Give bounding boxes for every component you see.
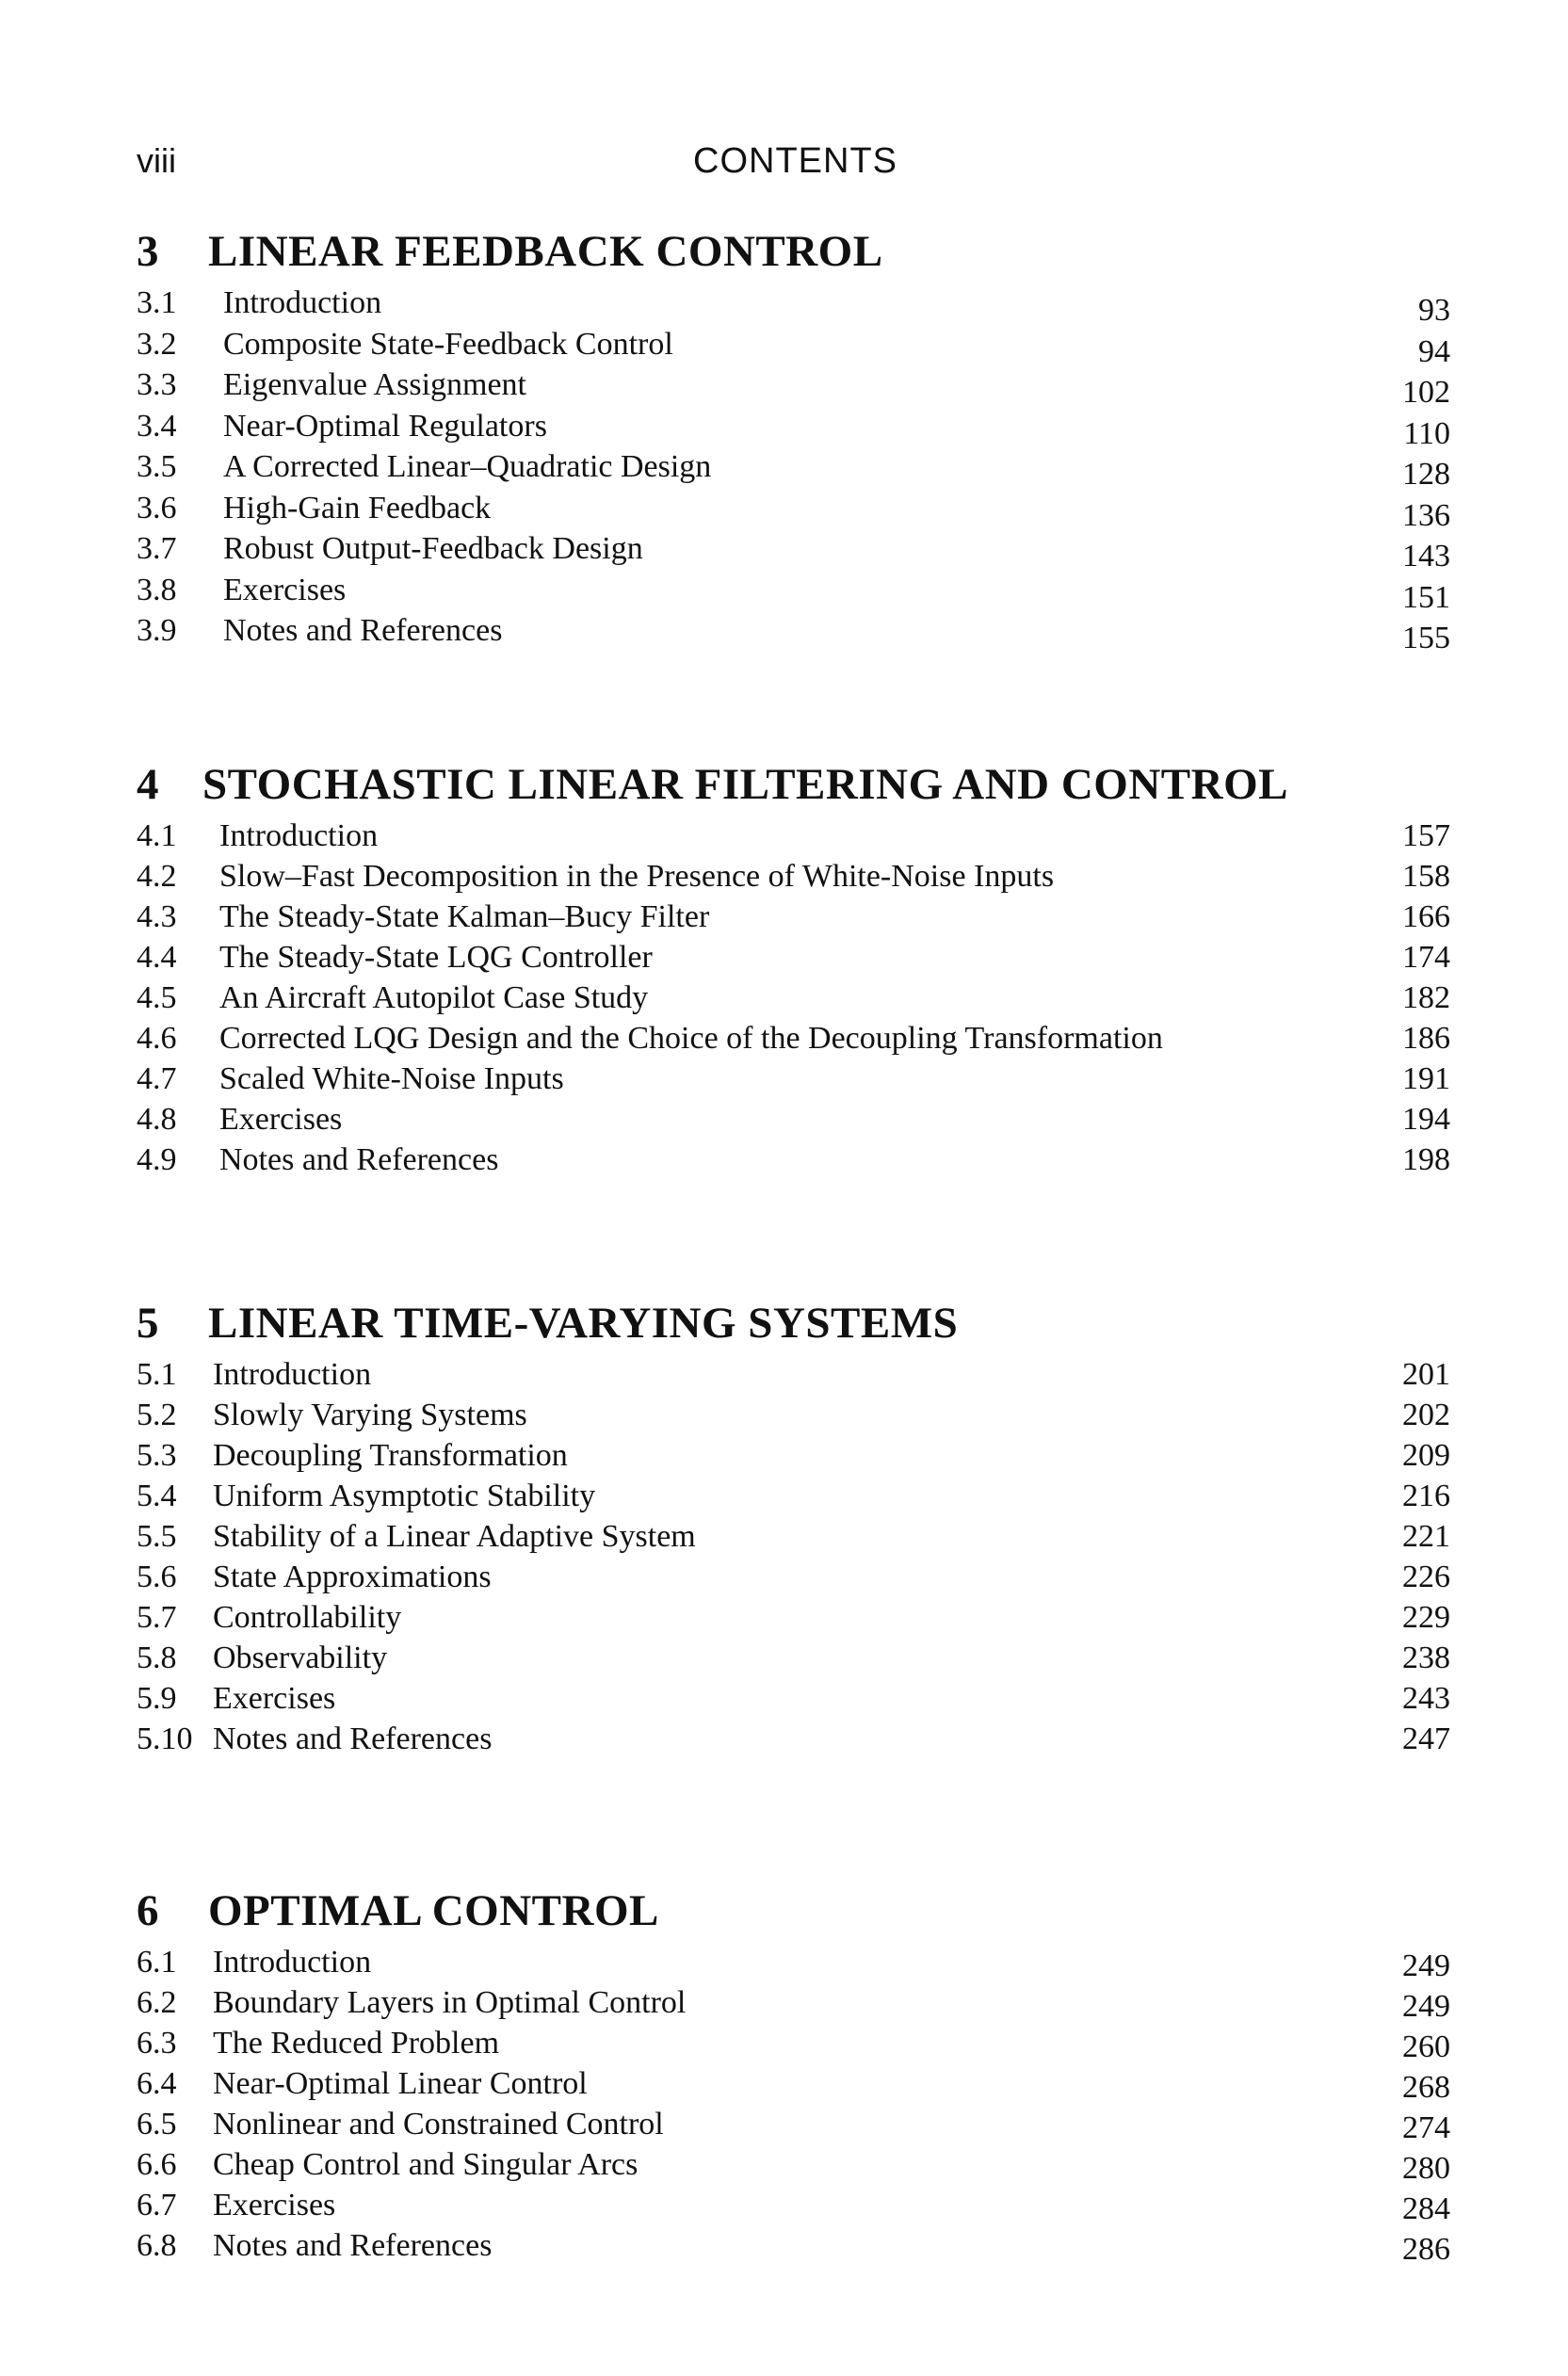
page-folio: viii [137,141,176,180]
section-number: 5.4 [137,1479,177,1513]
section-page: 260 [1402,2029,1450,2064]
section-number: 3.6 [137,490,177,525]
section-page: 93 [1418,293,1450,328]
section-number: 3.5 [137,449,177,484]
section-number: 5.2 [137,1398,177,1432]
section-number: 6.4 [137,2066,177,2101]
section-page: 284 [1402,2191,1450,2226]
section-title: An Aircraft Autopilot Case Study [219,980,649,1015]
section-title: Cheap Control and Singular Arcs [213,2147,639,2182]
toc-entry [137,1719,1450,1759]
section-list [137,1354,1450,1759]
section-page: 198 [1402,1142,1450,1177]
section-title: Near-Optimal Linear Control [213,2066,588,2101]
toc-entry [137,2063,1450,2104]
section-page: 216 [1402,1479,1450,1513]
toc-entry [137,1678,1450,1719]
chapter-title: LINEAR TIME-VARYING SYSTEMS [208,1299,959,1348]
section-page: 102 [1402,375,1450,410]
section-page: 110 [1403,415,1450,451]
section-title: Stability of a Linear Adaptive System [213,1519,696,1554]
section-number: 5.5 [137,1519,177,1554]
section-title: Exercises [213,2188,336,2222]
chapter-3 [137,220,1450,655]
running-head [0,141,1568,188]
section-title: Nonlinear and Constrained Control [213,2107,664,2142]
section-title: Notes and References [223,613,503,648]
section-page: 136 [1402,497,1450,533]
section-title: Notes and References [219,1142,499,1177]
section-title: The Steady-State Kalman–Bucy Filter [219,899,710,934]
section-title: Scaled White-Noise Inputs [219,1061,564,1096]
chapter-heading [137,1292,1450,1354]
section-title: Exercises [223,572,347,607]
toc-entry [137,2023,1450,2063]
section-page: 280 [1402,2151,1450,2186]
toc-entry [137,1516,1450,1557]
section-number: 5.8 [137,1641,177,1675]
section-title: Composite State-Feedback Control [223,326,673,362]
chapter-heading [137,1880,1450,1942]
section-number: 5.9 [137,1681,177,1716]
section-number: 3.8 [137,572,177,607]
section-page: 166 [1402,899,1450,934]
section-title: Observability [213,1641,388,1675]
section-list [137,283,1450,655]
section-page: 238 [1402,1641,1450,1675]
section-number: 4.5 [137,980,177,1015]
section-number: 4.3 [137,899,177,934]
section-title: Robust Output-Feedback Design [223,531,643,566]
toc-entry [137,2185,1450,2225]
toc-entry [137,1140,1450,1180]
section-title: Exercises [219,1102,343,1137]
toc-entry [137,856,1450,897]
section-title: State Approximations [213,1560,492,1594]
section-number: 6.1 [137,1945,177,1980]
section-title: High-Gain Feedback [223,490,492,525]
toc-entry [137,1982,1450,2023]
chapter-heading [137,220,1450,283]
chapter-heading [137,753,1450,816]
toc-entry [137,897,1450,937]
toc-entry [137,364,1450,410]
chapter-title: OPTIMAL CONTROL [208,1886,659,1935]
section-page: 174 [1402,940,1450,975]
section-number: 3.3 [137,367,177,402]
section-page: 194 [1402,1102,1450,1137]
toc-entry [137,446,1450,492]
section-number: 6.8 [137,2228,177,2263]
section-page: 201 [1402,1357,1450,1392]
toc-entry [137,978,1450,1018]
section-number: 4.8 [137,1102,177,1137]
toc-entry [137,1354,1450,1395]
section-page: 243 [1402,1681,1450,1716]
section-list [137,1942,1450,2266]
section-title: A Corrected Linear–Quadratic Design [223,449,712,484]
section-number: 4.1 [137,818,177,853]
toc-entry [137,1557,1450,1597]
toc-entry [137,1597,1450,1638]
toc-entry [137,1638,1450,1678]
toc-entry [137,937,1450,978]
section-title: Slow–Fast Decomposition in the Presence of White-Noise Inputs [219,859,1055,894]
section-number: 4.7 [137,1061,177,1096]
section-title: Notes and References [213,1721,493,1756]
section-page: 221 [1402,1519,1450,1554]
section-number: 6.7 [137,2188,177,2222]
section-page: 182 [1402,980,1450,1015]
toc-entry [137,2104,1450,2144]
section-page: 249 [1402,1948,1450,1983]
section-page: 226 [1402,1560,1450,1594]
section-number: 3.7 [137,531,177,566]
section-number: 5.1 [137,1357,177,1392]
chapter-number: 4 [137,760,159,809]
section-title: Near-Optimal Regulators [223,408,547,444]
toc-entry [137,1435,1450,1476]
section-title: Boundary Layers in Optimal Control [213,1985,687,2020]
section-page: 143 [1402,539,1450,574]
section-title: Slowly Varying Systems [213,1398,527,1432]
toc-entry [137,1476,1450,1516]
section-page: 128 [1402,457,1450,492]
section-number: 4.9 [137,1142,177,1177]
section-number: 5.3 [137,1438,177,1473]
section-title: The Steady-State LQG Controller [219,940,653,975]
section-title: Uniform Asymptotic Stability [213,1479,596,1513]
section-page: 286 [1402,2232,1450,2267]
page-title: CONTENTS [693,141,897,181]
section-title: The Reduced Problem [213,2026,500,2061]
section-number: 6.6 [137,2147,177,2182]
section-number: 5.6 [137,1560,177,1594]
toc-entry [137,816,1450,856]
toc-entry [137,570,1450,615]
section-number: 4.2 [137,859,177,894]
section-page: 247 [1402,1721,1450,1756]
section-page: 186 [1402,1021,1450,1056]
toc-entry [137,2144,1450,2185]
section-number: 5.10 [137,1721,193,1756]
section-number: 3.1 [137,285,177,320]
section-title: Introduction [213,1945,372,1980]
section-page: 268 [1402,2070,1450,2105]
section-title: Introduction [223,285,382,320]
section-title: Eigenvalue Assignment [223,367,527,402]
section-page: 209 [1402,1438,1450,1473]
section-title: Notes and References [213,2228,493,2263]
section-number: 3.4 [137,408,177,444]
section-number: 4.6 [137,1021,177,1056]
toc-entry [137,406,1450,451]
section-number: 6.2 [137,1985,177,2020]
toc-entry [137,610,1450,655]
section-page: 249 [1402,1989,1450,2024]
section-page: 229 [1402,1600,1450,1635]
section-page: 202 [1402,1398,1450,1432]
toc-entry [137,528,1450,574]
section-page: 274 [1402,2110,1450,2145]
section-number: 5.7 [137,1600,177,1635]
toc-entry [137,488,1450,533]
section-page: 151 [1402,579,1450,615]
toc-entry [137,324,1450,369]
section-page: 191 [1402,1061,1450,1096]
chapter-6 [137,1880,1450,2266]
chapter-number: 3 [137,227,159,276]
section-title: Corrected LQG Design and the Choice of the Decoupling Transformation [219,1021,1163,1056]
chapter-number: 6 [137,1886,159,1935]
section-page: 155 [1402,621,1450,655]
section-page: 158 [1402,859,1450,894]
section-title: Decoupling Transformation [213,1438,568,1473]
section-number: 3.9 [137,613,177,648]
chapter-4 [137,753,1450,1180]
chapter-5 [137,1292,1450,1759]
chapter-title: STOCHASTIC LINEAR FILTERING AND CONTROL [202,760,1289,809]
section-number: 4.4 [137,940,177,975]
section-title: Controllability [213,1600,402,1635]
section-title: Introduction [213,1357,372,1392]
section-number: 6.3 [137,2026,177,2061]
toc-entry [137,1059,1450,1099]
toc-entry [137,1942,1450,1982]
section-list [137,816,1450,1180]
section-page: 157 [1402,818,1450,853]
chapter-number: 5 [137,1299,159,1348]
toc-entry [137,1018,1450,1059]
toc-entry [137,1395,1450,1435]
section-title: Exercises [213,1681,336,1716]
section-number: 3.2 [137,326,177,362]
toc-entry [137,283,1450,328]
section-title: Introduction [219,818,379,853]
chapter-title: LINEAR FEEDBACK CONTROL [208,227,883,276]
section-number: 6.5 [137,2107,177,2142]
section-page: 94 [1418,333,1450,369]
toc-entry [137,2225,1450,2266]
toc-entry [137,1099,1450,1140]
